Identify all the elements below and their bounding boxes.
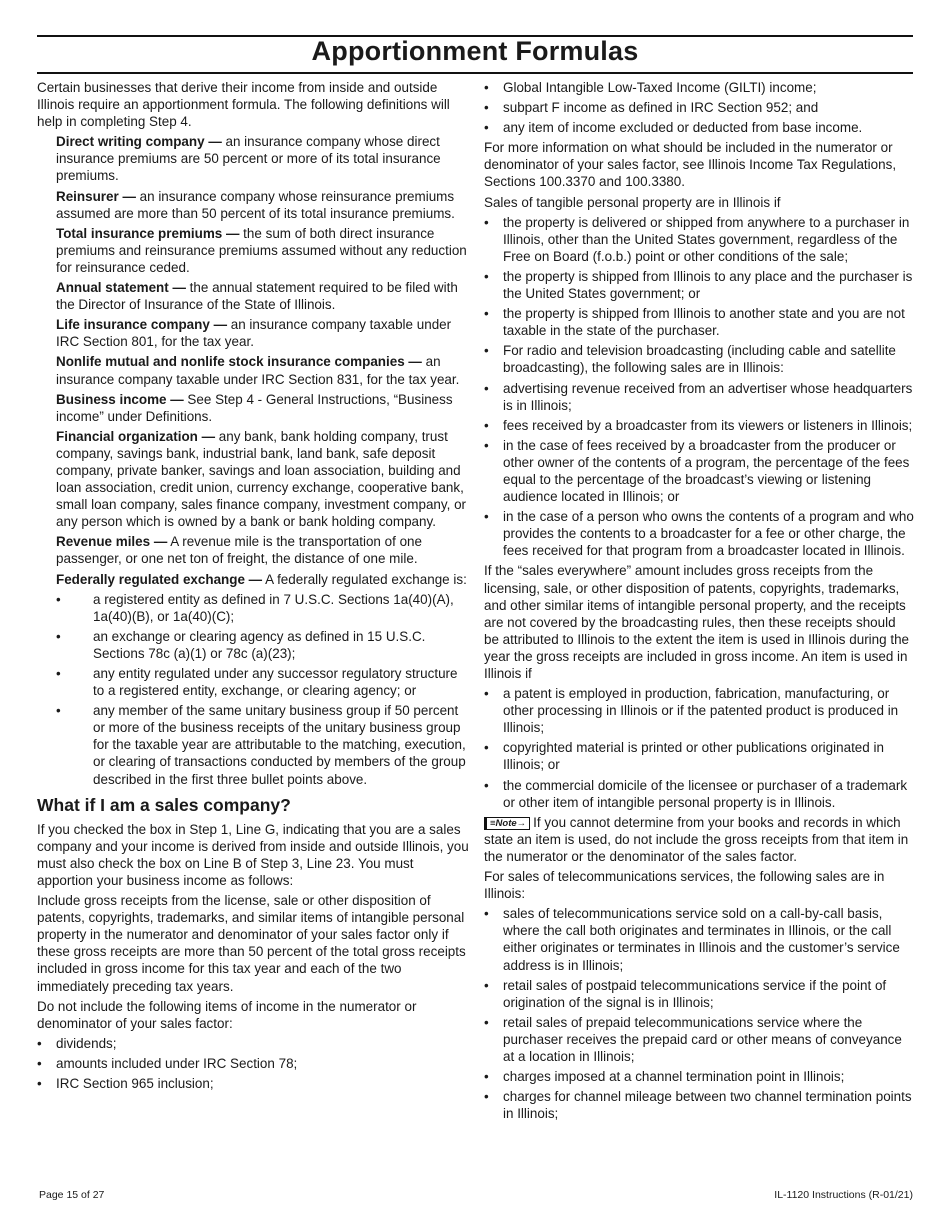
tangible-bullet: • the property is shipped from Illinois to another state and you are not taxable in the state of the purchaser.	[484, 305, 914, 339]
definition-text: an insurance company whose reinsurance premiums assumed are more than 50 percent of its total insurance premiums.	[56, 188, 455, 221]
definition-term: Total insurance premiums —	[56, 225, 240, 241]
exclude-bullet: • Global Intangible Low-Taxed Income (GILTI) income;	[484, 79, 914, 96]
exchange-bullet: • a registered entity as defined in 7 U.S.C. Sections 1a(40)(A), 1a(40)(B), or 1a(40)(C);	[56, 591, 469, 625]
note-label: Note	[495, 817, 517, 829]
exclude-bullet: • IRC Section 965 inclusion;	[37, 1075, 469, 1092]
telecom-bullet-list	[484, 905, 914, 1122]
exclude-bullet-list-continued	[484, 79, 914, 136]
exclude-bullet-list	[37, 1035, 469, 1092]
exchange-bullet: • any entity regulated under any successor regulatory structure to a registered entity, exchange, or clearing agency; or	[56, 665, 469, 699]
note-text: If you cannot determine from your books and records in which state an item is used, do not include the gross receipts from that item in the numerator or the denominator of the sales factor.	[484, 814, 909, 864]
used-bullet: • a patent is employed in production, fabrication, manufacturing, or other processing in Illinois or if the patented product is produced in Illinois;	[484, 685, 914, 736]
definition-text: the sum of both direct insurance premiums and reinsurance premiums assumed without any reduction for reinsurance ceded.	[56, 225, 467, 275]
exchange-bullet: • an exchange or clearing agency as defined in 15 U.S.C. Sections 78c (a)(1) or 78c (a)(23);	[56, 628, 469, 662]
telecom-bullet: • charges for channel mileage between two channel termination points in Illinois;	[484, 1088, 914, 1122]
definition-item	[37, 279, 469, 313]
definition-term: Direct writing company —	[56, 134, 222, 150]
tangible-bullet-list	[484, 214, 914, 560]
definition-term: Financial organization —	[56, 428, 216, 444]
definition-text: any bank, bank holding company, trust company, savings bank, industrial bank, land bank, safe deposit company, private banker, savings and loan association, building and loan association, credit union, currency exchange, cooperative bank, small loan company, sales finance company, investment company, or any person which is owned by a bank or bank holding company.	[56, 428, 467, 530]
definition-term: Business income —	[56, 391, 184, 407]
exclude-bullet: • subpart F income as defined in IRC Section 952; and	[484, 99, 914, 116]
definition-text: the annual statement required to be filed with the Director of Insurance of the State of Illinois.	[56, 280, 458, 313]
exclude-bullet: • any item of income excluded or deducted from base income.	[484, 119, 914, 136]
definition-item	[37, 225, 469, 276]
used-bullet: • the commercial domicile of the licensee or purchaser of a trademark or other item of intangible personal property is in Illinois.	[484, 777, 914, 811]
used-bullet: • copyrighted material is printed or other publications originated in Illinois; or	[484, 739, 914, 773]
tangible-intro: Sales of tangible personal property are in Illinois if	[484, 194, 781, 210]
left-column	[37, 79, 469, 1095]
title-rule	[37, 72, 913, 74]
tangible-bullet: • the property is delivered or shipped from anywhere to a purchaser in Illinois, other than the United States government, regardless of the Free on Board (f.o.b.) point or other conditions of the sale;	[484, 214, 914, 265]
page-title: Apportionment Formulas	[311, 36, 639, 66]
definition-text: A federally regulated exchange is:	[262, 571, 467, 587]
telecom-bullet: • sales of telecommunications service sold on a call-by-call basis, where the call both originates and terminates in Illinois, or the call either originates or terminates in Illinois and the customer’s service address is in Illinois;	[484, 905, 914, 973]
definition-text: an insurance company taxable under IRC Section 801, for the tax year.	[56, 317, 452, 350]
tangible-bullet: • the property is shipped from Illinois to any place and the purchaser is the United States government; or	[484, 268, 914, 302]
note-paragraph	[484, 814, 914, 865]
definition-term: Life insurance company —	[56, 317, 228, 333]
sales-paragraph-2: Include gross receipts from the license, sale or other disposition of patents, copyrights, trademarks, and similar items of intangible personal property in the numerator and denominator of your sales factor only if these gross receipts are more than 50 percent of the total gross receipts included in gross income for this tax year and each of the two immediately preceding tax years.	[37, 893, 466, 994]
telecom-bullet: • retail sales of postpaid telecommunications service if the point of origination of the signal is in Illinois;	[484, 977, 914, 1011]
definition-item	[37, 571, 469, 588]
tangible-bullet: • For radio and television broadcasting (including cable and satellite broadcasting), the following sales are in Illinois:	[484, 342, 914, 376]
definition-item	[37, 428, 469, 531]
definitions-list	[37, 133, 469, 587]
tangible-bullet: • in the case of fees received by a broadcaster from the producer or other owner of the contents of a program, the percentage of the fees equal to the percentage of the broadcast’s viewing or listening audience located in Illinois; or	[484, 437, 914, 505]
definition-term: Reinsurer —	[56, 188, 136, 204]
note-icon: ≡Note→	[484, 817, 530, 830]
definition-item	[37, 188, 469, 222]
sales-everywhere-paragraph: If the “sales everywhere” amount includes gross receipts from the licensing, sale, or other disposition of patents, copyrights, trademarks, and other similar items of intangible personal property, and the receipts are not covered by the broadcasting rules, then these receipts should be attributed to Illinois to the extent the item is used in Illinois during the year the gross receipts are included in gross income. An item is used in Illinois if	[484, 563, 910, 681]
sales-company-heading: What if I am a sales company?	[37, 794, 291, 815]
form-identifier: IL-1120 Instructions (R-01/21)	[774, 1189, 913, 1201]
definition-text: an insurance company taxable under IRC Section 831, for the tax year.	[56, 354, 460, 387]
page-number: Page 15 of 27	[39, 1189, 105, 1201]
right-column	[484, 79, 914, 1125]
tangible-bullet: • in the case of a person who owns the contents of a program and who provides the contents to a broadcaster for a fee or other charge, the fees received for that program from a broadcaster located in Illinois.	[484, 508, 914, 559]
definition-term: Federally regulated exchange —	[56, 571, 263, 587]
exchange-bullet: • any member of the same unitary business group if 50 percent or more of the business receipts of the unitary business group for the taxable year are attributable to the matching, execution, or clearing of transactions conducted by members of the group described in the first three bullet points above.	[56, 702, 469, 787]
exclude-bullet: • dividends;	[37, 1035, 469, 1052]
used-in-illinois-bullet-list	[484, 685, 914, 811]
tangible-bullet: • fees received by a broadcaster from its viewers or listeners in Illinois;	[484, 417, 914, 434]
exchange-bullet-list	[56, 591, 469, 788]
definition-item	[37, 353, 469, 387]
more-info-paragraph: For more information on what should be included in the numerator or denominator of your sales factor, see Illinois Income Tax Regulations, Sections 100.3370 and 100.3380.	[484, 140, 897, 190]
definition-text: an insurance company whose direct insurance premiums are 50 percent or more of its total insurance premiums.	[56, 134, 441, 184]
telecom-bullet: • retail sales of prepaid telecommunications service where the purchaser receives the prepaid card or other means of conveyance at a location in Illinois;	[484, 1014, 914, 1065]
definition-item	[37, 133, 469, 184]
exclude-bullet: • amounts included under IRC Section 78;	[37, 1055, 469, 1072]
telecom-intro: For sales of telecommunications services, the following sales are in Illinois:	[484, 869, 885, 902]
definition-text: A revenue mile is the transportation of one passenger, or one net ton of freight, the distance of one mile.	[56, 534, 423, 567]
definition-item	[37, 391, 469, 425]
intro-paragraph: Certain businesses that derive their income from inside and outside Illinois require an apportionment formula. The following definitions will help in completing Step 4.	[37, 80, 450, 130]
definition-item	[37, 316, 469, 350]
definition-term: Revenue miles —	[56, 534, 168, 550]
definition-term: Nonlife mutual and nonlife stock insurance companies —	[56, 354, 422, 370]
telecom-bullet: • charges imposed at a channel termination point in Illinois;	[484, 1068, 914, 1085]
sales-paragraph-3: Do not include the following items of income in the numerator or denominator of your sales factor:	[37, 998, 417, 1031]
definition-term: Annual statement —	[56, 280, 186, 296]
definition-text: See Step 4 - General Instructions, “Business income” under Definitions.	[56, 391, 453, 424]
tangible-bullet: • advertising revenue received from an advertiser whose headquarters is in Illinois;	[484, 380, 914, 414]
definition-item	[37, 533, 469, 567]
sales-paragraph-1: If you checked the box in Step 1, Line G, indicating that you are a sales company and your income is derived from inside and outside Illinois, you must also check the box on Line B of Step 3, Line 23. You must apportion your business income as follows:	[37, 821, 469, 888]
